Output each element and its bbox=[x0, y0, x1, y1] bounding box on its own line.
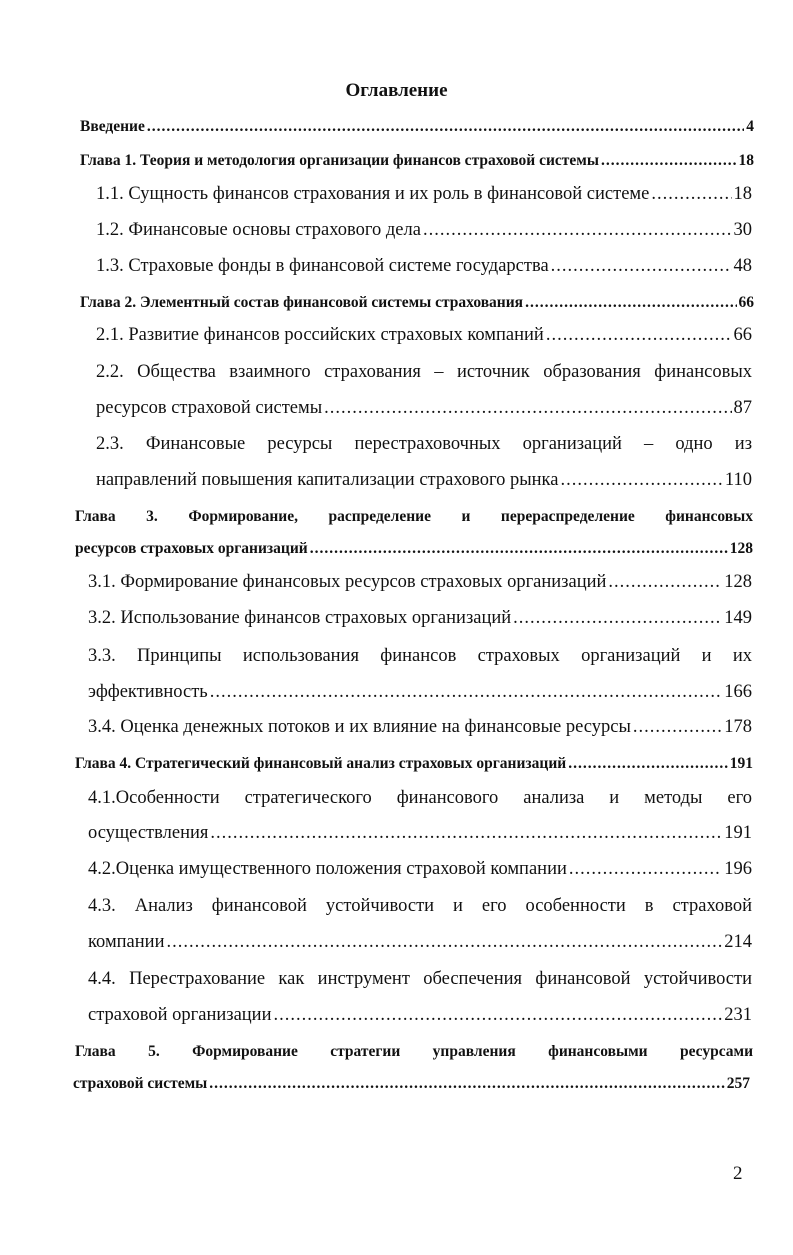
toc-entry-label: Глава 1. Теория и методология организации финансов страховой системы bbox=[80, 152, 599, 169]
toc-page-number: 66 bbox=[733, 325, 752, 345]
toc-entry-section-1-1[interactable] bbox=[96, 184, 752, 205]
toc-entry-label: Глава 2. Элементный состав финансовой системы страхования bbox=[80, 294, 524, 311]
dot-leader bbox=[210, 823, 722, 844]
dot-leader bbox=[568, 755, 728, 773]
toc-page-number: 128 bbox=[729, 540, 753, 557]
toc-page-number: 166 bbox=[724, 682, 752, 702]
toc-entry-label: ресурсов страховых организаций bbox=[75, 540, 308, 557]
dot-leader bbox=[525, 294, 736, 312]
dot-leader bbox=[633, 717, 722, 738]
dot-leader bbox=[310, 540, 728, 558]
dot-leader bbox=[651, 184, 731, 205]
toc-page-number: 87 bbox=[733, 398, 752, 418]
toc-entry-section-4-3-line1[interactable]: 4.3. Анализ финансовой устойчивости и его особенности в страховой bbox=[88, 896, 752, 916]
toc-entry-chapter-1[interactable] bbox=[80, 152, 754, 170]
dot-leader bbox=[569, 859, 722, 880]
toc-entry-section-1-3[interactable] bbox=[96, 256, 752, 277]
toc-page-number: 191 bbox=[724, 823, 752, 843]
toc-entry-label: 1.2. Финансовые основы страхового дела bbox=[96, 220, 421, 240]
dot-leader bbox=[560, 470, 722, 491]
toc-entry-label: ресурсов страховой системы bbox=[96, 398, 323, 418]
toc-entry-label: страховой системы bbox=[73, 1075, 208, 1092]
toc-entry-section-2-3[interactable] bbox=[96, 470, 752, 491]
toc-entry-section-3-3[interactable] bbox=[88, 682, 752, 703]
toc-entry-section-4-1-line1[interactable]: 4.1.Особенности стратегического финансового анализа и методы его bbox=[88, 788, 752, 808]
toc-page-number: 149 bbox=[724, 608, 752, 628]
toc-entry-section-2-2[interactable] bbox=[96, 398, 752, 419]
toc-entry-chapter-4[interactable] bbox=[75, 755, 753, 773]
toc-entry-label: 3.2. Использование финансов страховых организаций bbox=[88, 608, 512, 628]
page-title: Оглавление bbox=[345, 80, 448, 101]
toc-entry-chapter-5-line1[interactable]: Глава 5. Формирование стратегии управления финансовыми ресурсами bbox=[75, 1043, 753, 1060]
toc-page-number: 4 bbox=[746, 118, 754, 135]
dot-leader bbox=[513, 608, 722, 629]
toc-entry-chapter-3-line1[interactable]: Глава 3. Формирование, распределение и перераспределение финансовых bbox=[75, 508, 753, 525]
toc-page-number: 110 bbox=[724, 470, 752, 490]
dot-leader bbox=[210, 682, 723, 703]
dot-leader bbox=[423, 220, 732, 241]
toc-page-number: 191 bbox=[729, 755, 753, 772]
dot-leader bbox=[546, 325, 732, 346]
toc-page-number: 66 bbox=[738, 294, 754, 311]
toc-entry-section-2-2-line1[interactable]: 2.2. Общества взаимного страхования – источник образования финансовых bbox=[96, 362, 752, 382]
toc-page-number: 30 bbox=[733, 220, 752, 240]
dot-leader bbox=[601, 152, 737, 170]
toc-entry-chapter-2[interactable] bbox=[80, 294, 754, 312]
toc-entry-intro[interactable] bbox=[80, 118, 754, 136]
toc-entry-label: компании bbox=[88, 932, 165, 952]
toc-entry-section-3-1[interactable] bbox=[88, 572, 752, 593]
dot-leader bbox=[147, 118, 744, 136]
dot-leader bbox=[209, 1075, 725, 1093]
toc-entry-chapter-5[interactable] bbox=[73, 1075, 750, 1093]
toc-entry-label: 4.2.Оценка имущественного положения страховой компании bbox=[88, 859, 567, 879]
toc-entry-section-4-4-line1[interactable]: 4.4. Перестрахование как инструмент обеспечения финансовой устойчивости bbox=[88, 969, 752, 989]
dot-leader bbox=[273, 1005, 722, 1026]
toc-entry-section-2-1[interactable] bbox=[96, 325, 752, 346]
page-number: 2 bbox=[733, 1163, 743, 1184]
toc-page-number: 196 bbox=[724, 859, 752, 879]
toc-entry-chapter-3[interactable] bbox=[75, 540, 753, 558]
dot-leader bbox=[551, 256, 732, 277]
toc-page-number: 18 bbox=[733, 184, 752, 204]
toc-entry-section-3-3-line1[interactable]: 3.3. Принципы использования финансов страховых организаций и их bbox=[88, 646, 752, 666]
toc-entry-label: осуществления bbox=[88, 823, 209, 843]
toc-page-number: 18 bbox=[738, 152, 754, 169]
toc-entry-section-4-1[interactable] bbox=[88, 823, 752, 844]
toc-page-number: 257 bbox=[726, 1075, 750, 1092]
toc-entry-section-3-4[interactable] bbox=[88, 717, 752, 738]
toc-entry-label: направлений повышения капитализации страхового рынка bbox=[96, 470, 559, 490]
toc-entry-label: 3.1. Формирование финансовых ресурсов страховых организаций bbox=[88, 572, 607, 592]
toc-entry-label: эффективность bbox=[88, 682, 208, 702]
toc-entry-label: Введение bbox=[80, 118, 145, 135]
toc-page-number: 128 bbox=[724, 572, 752, 592]
toc-entry-label: Глава 4. Стратегический финансовый анализ страховых организаций bbox=[75, 755, 567, 772]
toc-page-number: 48 bbox=[733, 256, 752, 276]
toc-page-number: 214 bbox=[724, 932, 752, 952]
dot-leader bbox=[608, 572, 722, 593]
toc-entry-section-4-3[interactable] bbox=[88, 932, 752, 953]
dot-leader bbox=[166, 932, 722, 953]
toc-page-number: 231 bbox=[724, 1005, 752, 1025]
toc-entry-section-4-4[interactable] bbox=[88, 1005, 752, 1026]
toc-entry-label: страховой организации bbox=[88, 1005, 272, 1025]
toc-entry-section-2-3-line1[interactable]: 2.3. Финансовые ресурсы перестраховочных организаций – одно из bbox=[96, 434, 752, 454]
toc-page-number: 178 bbox=[724, 717, 752, 737]
toc-entry-section-4-2[interactable] bbox=[88, 859, 752, 880]
toc-entry-section-3-2[interactable] bbox=[88, 608, 752, 629]
dot-leader bbox=[324, 398, 731, 419]
toc-entry-label: 1.3. Страховые фонды в финансовой системе государства bbox=[96, 256, 549, 276]
toc-entry-label: 1.1. Сущность финансов страхования и их роль в финансовой системе bbox=[96, 184, 650, 204]
toc-entry-label: 2.1. Развитие финансов российских страховых компаний bbox=[96, 325, 544, 345]
toc-entry-label: 3.4. Оценка денежных потоков и их влияние на финансовые ресурсы bbox=[88, 717, 631, 737]
toc-entry-section-1-2[interactable] bbox=[96, 220, 752, 241]
